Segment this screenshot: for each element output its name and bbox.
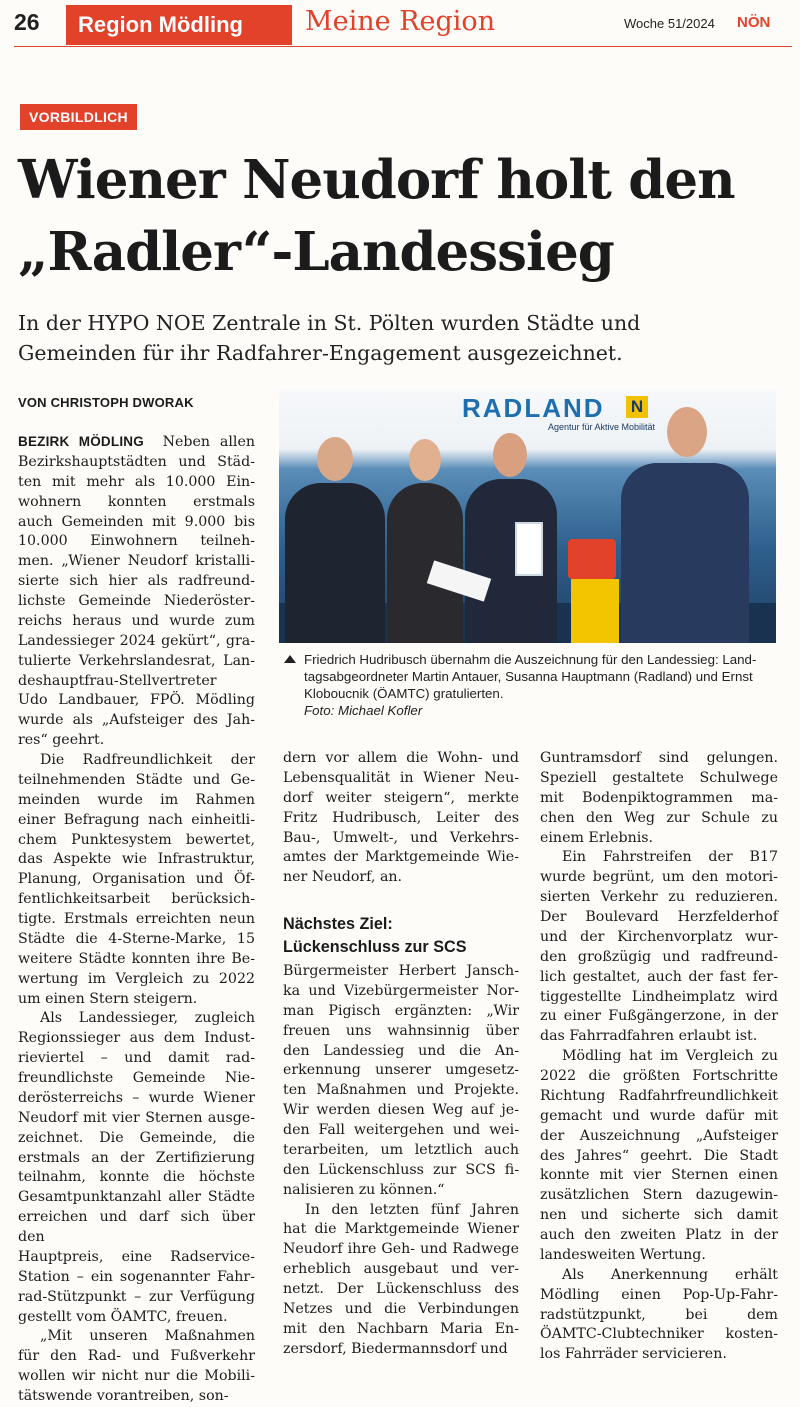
text-line: auch den zweiten Platz in der xyxy=(540,1227,778,1243)
text-line: deshauptfrau-Stellvertreter xyxy=(18,672,217,689)
text-line: Neudorf ihre Geh- und Radwege xyxy=(283,1241,519,1258)
text-line: 2022 die größten Fortschritte xyxy=(540,1068,778,1084)
text-line: einer Befragung nach einheitli- xyxy=(18,811,255,828)
text-line: den Landessieg und die An- xyxy=(283,1042,519,1059)
text-line: Als Landessieger, zugleich xyxy=(40,1010,255,1027)
person-head xyxy=(409,439,441,481)
text-line: Der Boulevard Herzfelderhof xyxy=(540,909,778,925)
text-line: gestellt vom ÖAMTC, freuen. xyxy=(18,1308,228,1325)
person-suit xyxy=(621,463,749,643)
text-line: amtes der Marktgemeinde Wie- xyxy=(283,849,519,866)
text-line: zusätzlichen Stern dazugewin- xyxy=(540,1187,778,1204)
text-line: Lebensqualität in Wiener Neu- xyxy=(283,769,519,786)
text-line: Speziell gestaltete Schulwege xyxy=(540,769,778,786)
text-line: freuen uns wahnsinnig über xyxy=(283,1022,519,1039)
text-line: Netzes und die Verbindungen xyxy=(283,1300,519,1317)
text-line: Richtung Radfahrfreundlichkeit xyxy=(540,1087,778,1104)
text-line: rieviertel – und damit rad- xyxy=(18,1050,255,1067)
text-line: meinden wurde im Rahmen xyxy=(18,791,255,808)
text-line: lichste Gemeinde Niederöster- xyxy=(18,593,255,609)
text-line: zu einer Fußgängerzone, in der xyxy=(540,1008,778,1025)
text-line: Station – ein sogenannter Fahr- xyxy=(18,1268,255,1285)
text-line: tigte. Erstmals erreichten neun xyxy=(18,911,255,927)
text-line: Bürgermeister Herbert Jansch- xyxy=(283,963,519,979)
text-line: netzt. Der Lückenschluss des xyxy=(283,1281,519,1297)
text-line: man Pigisch ergänzten: „Wir xyxy=(283,1002,519,1019)
text-line xyxy=(18,432,255,453)
text-line: terarbeiten, um letztlich auch xyxy=(283,1141,519,1158)
text-line: wertung im Vergleich zu 2022 xyxy=(18,970,255,987)
text-line: Hauptpreis, eine Radservice- xyxy=(18,1248,255,1265)
text-line: nen und sicherte sich damit xyxy=(540,1207,778,1224)
text-line: rad-Stützpunkt – zur Verfügung xyxy=(18,1288,255,1305)
text-line: das Aspekte wie Infrastruktur, xyxy=(18,851,255,868)
text-line: wurde als „Aufsteiger des Jah- xyxy=(18,712,255,729)
article-photo xyxy=(279,389,776,643)
headline-line: „Radler“-Landessieg xyxy=(18,221,614,283)
text-line: teilnehmenden Städte und Ge- xyxy=(18,771,255,788)
text-line: wohnern konnten erstmals xyxy=(18,493,255,510)
text-line: lich gestaltet, auch der fast fer- xyxy=(540,968,778,985)
text-line: den Fall weitergehen und wei- xyxy=(283,1122,519,1138)
text-line: mit den Nachbarn Maria En- xyxy=(283,1320,519,1337)
text-line: nalisieren zu können.“ xyxy=(283,1181,445,1198)
photo-credit: Foto: Michael Kofler xyxy=(304,703,423,718)
text-line: den großzügig und radfreund- xyxy=(540,948,778,965)
oeamtc-stand xyxy=(571,579,619,643)
text-line: zeichnet. Die Gemeinde, die xyxy=(18,1129,255,1146)
brand-logo: NÖN xyxy=(737,14,771,31)
text-line: ten mit mehr als 10.000 Ein- xyxy=(18,473,255,490)
text-line: erstmals an der Zertifizierung xyxy=(18,1149,255,1166)
text-line: Fritz Hudribusch, Leiter des xyxy=(283,809,519,826)
section-subheading xyxy=(283,913,467,959)
caption-line xyxy=(284,651,784,668)
text-line: Als Anerkennung erhält xyxy=(562,1266,778,1283)
header-divider xyxy=(14,46,792,47)
person-head xyxy=(667,407,707,457)
text-line: Landessieger 2024 gekürt“, gra- xyxy=(18,632,255,649)
text-line: erheblich ausgebaut und ver- xyxy=(283,1261,519,1278)
text-line: Ein Fahrstreifen der B17 xyxy=(562,849,778,866)
text-line: auch Gemeinden mit 9.000 bis xyxy=(18,513,255,530)
text-line: ÖAMTC-Clubtechniker kosten- xyxy=(540,1326,778,1343)
text-line: Udo Landbauer, FPÖ. Mödling xyxy=(18,692,255,709)
photo-caption xyxy=(284,651,784,719)
text-line: „Mit unseren Maßnahmen xyxy=(40,1328,255,1345)
text-line: radstützpunkt, bei dem xyxy=(540,1306,778,1323)
caption-arrow-icon xyxy=(284,655,296,663)
kicker-label: VORBILDLICH xyxy=(20,104,137,130)
radland-tagline: Agentur für Aktive Mobilität xyxy=(548,422,656,432)
text-line: dern vor allem die Wohn- und xyxy=(283,750,519,766)
person-2 xyxy=(385,435,465,643)
section-title: Meine Region xyxy=(305,6,496,37)
text-line: zersdorf, Biedermannsdorf und xyxy=(283,1340,508,1357)
text-line: erreichen und darf sich über den xyxy=(18,1209,255,1245)
caption-line: tagsabgeordneter Martin Antauer, Susanna Hauptmann (Radland) und Ernst xyxy=(304,669,753,684)
text-line: chem Punktesystem bewertet, xyxy=(18,831,255,848)
text-line: weitere Städte konnten ihre Be- xyxy=(18,950,255,967)
subheadline-line: In der HYPO NOE Zentrale in St. Pölten wurden Städte und xyxy=(18,311,641,335)
text-line: um einen Stern steigern. xyxy=(18,990,198,1007)
text-line: tulierte Verkehrslandesrat, Lan- xyxy=(18,652,255,669)
text-segment: Neben allen xyxy=(162,434,255,450)
text-line: Wir werden diesen Weg auf je- xyxy=(283,1102,519,1119)
text-line: teilnahm, konnte die höchste xyxy=(18,1169,255,1186)
text-line: los Fahrräder servicieren. xyxy=(540,1346,727,1363)
subheadline-line: Gemeinden für ihr Radfahrer-Engagement ausgezeichnet. xyxy=(18,341,623,365)
text-line: Planung, Organisation und Öf- xyxy=(18,871,255,888)
person-3 xyxy=(465,431,557,643)
article-column-1 xyxy=(18,432,255,1407)
byline: VON CHRISTOPH DWORAK xyxy=(18,395,194,410)
headline-line: Wiener Neudorf holt den xyxy=(18,149,735,211)
text-line: sierten Verkehr zu reduzieren. xyxy=(540,889,778,906)
text-line: tiggestellte Lindheimplatz wird xyxy=(540,988,778,1005)
radland-logo: RADLAND xyxy=(462,393,605,423)
person-1 xyxy=(285,433,385,643)
text-line: für den Rad- und Fußverkehr xyxy=(18,1348,255,1365)
text-line: reichs heraus und wurde zum xyxy=(18,612,255,629)
text-line: und der Kirchenvorplatz wur- xyxy=(540,928,778,945)
headline xyxy=(18,144,788,288)
text-line: des Jahres“ geehrt. Die Stadt xyxy=(540,1147,778,1164)
text-line: men. „Wiener Neudorf kristalli- xyxy=(18,553,255,570)
text-line: Die Radfreundlichkeit der xyxy=(40,752,255,768)
text-line: derösterreichs – wurde Wiener xyxy=(18,1089,255,1106)
text-line: das Fahrradfahren erlaubt ist. xyxy=(540,1028,758,1045)
person-suit xyxy=(285,483,385,643)
subheading-line: Lückenschluss zur SCS xyxy=(283,938,467,956)
text-line: hat die Marktgemeinde Wiener xyxy=(283,1221,519,1238)
text-line: tätswende vorantreiben, son- xyxy=(18,1388,229,1404)
article-column-3 xyxy=(540,749,778,1365)
text-line: Neudorf mit vier Sternen ausge- xyxy=(18,1109,255,1126)
text-line: der Auszeichnung „Aufsteiger xyxy=(540,1127,778,1144)
text-line: dorf weiter steigern“, merkte xyxy=(283,789,519,806)
text-line: Mödling hat im Vergleich zu xyxy=(562,1048,778,1065)
caption-line: Kloboucnik (ÖAMTC) gratulierten. xyxy=(304,686,504,701)
text-line: Mödling einen Pop-Up-Fahr- xyxy=(540,1286,778,1303)
person-suit xyxy=(465,479,557,643)
text-line: den Lückenschluss zur SCS fi- xyxy=(283,1161,519,1178)
text-line: Bau-, Umwelt-, und Verkehrs- xyxy=(283,829,519,846)
person-4 xyxy=(621,405,749,643)
text-line: sierte sich hier als radfreund- xyxy=(18,573,255,590)
text-line: ner Neudorf, an. xyxy=(283,869,403,886)
person-head xyxy=(493,433,527,477)
text-line: Guntramsdorf sind gelungen. xyxy=(540,750,778,766)
article-column-2 xyxy=(283,749,519,888)
text-line: landesweiten Wertung. xyxy=(540,1246,706,1263)
text-line: chen den Weg zur Schule zu xyxy=(540,809,778,826)
text-line: res“ geehrt. xyxy=(18,732,105,749)
subheading-line: Nächstes Ziel: xyxy=(283,915,393,933)
text-line: Städte die 4-Sterne-Marke, 15 xyxy=(18,930,255,947)
person-head xyxy=(317,437,353,481)
text-line: Bezirkshauptstädten und Städ- xyxy=(18,453,255,470)
text-line: ka und Vizebürgermeister Nor- xyxy=(283,982,519,999)
person-dress xyxy=(387,483,463,643)
article-column-2b xyxy=(283,962,519,1360)
noe-mark: N xyxy=(626,396,648,418)
region-badge: Region Mödling xyxy=(66,5,292,45)
text-line: wollen wir nicht nur die Mobili- xyxy=(18,1368,255,1385)
text-line: wurde begrünt, um den motori- xyxy=(540,869,778,886)
award-trophy xyxy=(515,522,543,576)
text-line: konnte mit vier Sternen einen xyxy=(540,1167,778,1184)
text-line: Regionssieger aus dem Indust- xyxy=(18,1030,255,1047)
text-line: In den letzten fünf Jahren xyxy=(305,1201,519,1218)
text-line: Gesamtpunktanzahl aller Städte xyxy=(18,1189,255,1206)
caption-text: Friedrich Hudribusch übernahm die Auszeichnung für den Landessieg: Land- xyxy=(304,652,757,667)
subheadline xyxy=(18,308,793,368)
text-line: fentlichkeitsarbeit berücksich- xyxy=(18,891,255,908)
text-line: gemacht und wurde dafür mit xyxy=(540,1107,778,1124)
issue-week: Woche 51/2024 xyxy=(624,16,715,31)
text-line: einem Erlebnis. xyxy=(540,829,654,846)
text-line: 10.000 Einwohnern teilneh- xyxy=(18,533,255,550)
text-line: freundlichste Gemeinde Nie- xyxy=(18,1070,255,1086)
oeamtc-sign xyxy=(568,539,616,579)
text-line: mit Bodenpiktogrammen ma- xyxy=(540,789,778,806)
page-number: 26 xyxy=(14,9,40,35)
text-line: erkennung unserer umgesetz- xyxy=(283,1062,519,1079)
text-line: ten Maßnahmen und Projekte. xyxy=(283,1082,519,1099)
dateline: BEZIRK MÖDLING xyxy=(18,434,163,449)
